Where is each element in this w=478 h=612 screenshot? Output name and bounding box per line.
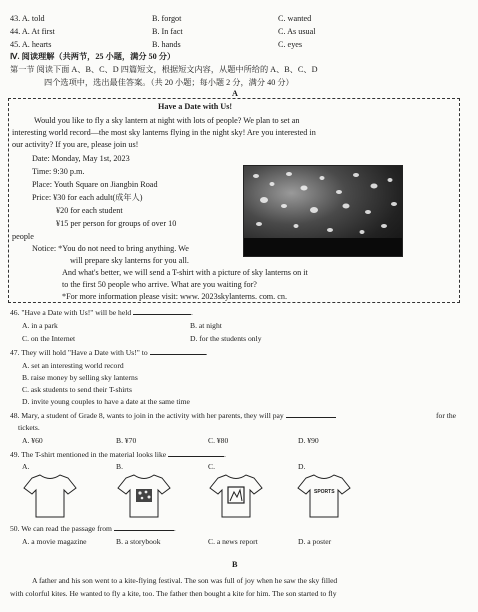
q44-option-a: 44. A. At first xyxy=(10,27,55,36)
q49-option-d[interactable]: D. xyxy=(298,462,306,471)
q46-option-a[interactable]: A. in a park xyxy=(22,321,58,330)
q47-option-b[interactable]: B. raise money by selling sky lanterns xyxy=(22,373,138,382)
q49-option-a[interactable]: A. xyxy=(22,462,30,471)
q44-option-c: C. As usual xyxy=(278,27,316,36)
passage-a-label: A xyxy=(232,89,238,98)
q44-option-b: B. In fact xyxy=(152,27,183,36)
event-price-adult: Price: ¥30 for each adult(成年人) xyxy=(32,193,143,202)
notice-line-3: And what's better, we will send a T-shirt with a picture of sky lanterns on it xyxy=(62,268,308,277)
section-instruction-2: 四个选项中，选出最佳答案。（共 20 小题；每小题 2 分，满分 40 分） xyxy=(44,78,294,87)
q47-option-c[interactable]: C. ask students to send their T-shirts xyxy=(22,385,132,394)
q49-option-b[interactable]: B. xyxy=(116,462,123,471)
event-price-student: ¥20 for each student xyxy=(56,206,123,215)
sky-lanterns-photo xyxy=(243,165,403,257)
passage-line-1: Would you like to fly a sky lantern at night with lots of people? We plan to set an xyxy=(34,116,300,125)
tshirt-lantern-icon[interactable] xyxy=(116,472,172,520)
notice-line-2: will prepare sky lanterns for you all. xyxy=(70,256,189,265)
passage-line-2: interesting world record—the most sky lanterns flying in the night sky! Are you interested in xyxy=(12,128,316,137)
q43-option-c: C. wanted xyxy=(278,14,312,23)
event-place: Place: Youth Square on Jiangbin Road xyxy=(32,180,158,189)
q50-option-a[interactable]: A. a movie magazine xyxy=(22,537,87,546)
q48-option-a[interactable]: A. ¥60 xyxy=(22,436,43,445)
q43-option-b: B. forgot xyxy=(152,14,182,23)
passage-b-line-1: A father and his son went to a kite-flying festival. The son was full of joy when he saw the sky filled xyxy=(32,576,338,585)
notice-line-5: *For more information please visit: www. 2023skylanterns. com. cn. xyxy=(62,292,288,301)
tshirt-sports-icon[interactable] xyxy=(296,472,352,520)
notice-line-1: Notice: *You do not need to bring anything. We xyxy=(32,244,189,253)
event-time: Time: 9:30 p.m. xyxy=(32,167,85,176)
event-date: Date: Monday, May 1st, 2023 xyxy=(32,154,130,163)
q48-option-c[interactable]: C. ¥80 xyxy=(208,436,229,445)
q48-stem-end: for the xyxy=(436,411,457,420)
q48-option-b[interactable]: B. ¥70 xyxy=(116,436,137,445)
event-price-group: ¥15 per person for groups of over 10 xyxy=(56,219,177,228)
q47-option-a[interactable]: A. set an interesting world record xyxy=(22,361,124,370)
q46-option-b[interactable]: B. at night xyxy=(190,321,222,330)
q46-option-c[interactable]: C. on the Internet xyxy=(22,334,76,343)
q45-option-c: C. eyes xyxy=(278,40,303,49)
q50-option-c[interactable]: C. a news report xyxy=(208,537,258,546)
q43-option-a: 43. A. told xyxy=(10,14,45,23)
q46-option-d[interactable]: D. for the students only xyxy=(190,334,262,343)
q48-stem-2: tickets. xyxy=(18,423,40,432)
q50-option-b[interactable]: B. a storybook xyxy=(116,537,161,546)
q48-stem: 48. Mary, a student of Grade 8, wants to join in the activity with her parents, they will pay xyxy=(10,411,336,421)
q45-option-a: 45. A. hearts xyxy=(10,40,52,49)
passage-b-label: B xyxy=(232,560,238,569)
tshirt-frame-icon[interactable] xyxy=(208,472,264,520)
q48-option-d[interactable]: D. ¥90 xyxy=(298,436,319,445)
tshirt-sports-text: SPORTS xyxy=(314,489,335,495)
event-price-group-end: people xyxy=(12,232,34,241)
passage-b-line-2: with colorful kites. He wanted to fly a kite, too. The father then bought a kite for him. The son started to fly xyxy=(10,589,337,598)
q49-option-c[interactable]: C. xyxy=(208,462,215,471)
q47-stem: 47. They will hold "Have a Date with Us!" to . xyxy=(10,348,208,357)
q49-stem: 49. The T-shirt mentioned in the material looks like . xyxy=(10,450,226,459)
section-instruction-1: 第一节 阅读下面 A、B、C、D 四篇短文，根据短文内容，从题中所给的 A、B、C、D xyxy=(10,65,318,74)
q46-stem: 46. "Have a Date with Us!" will be held . xyxy=(10,308,193,317)
tshirt-plain-icon[interactable] xyxy=(22,472,78,520)
passage-line-3: our activity? If you are, please join us! xyxy=(12,140,139,149)
q45-option-b: B. hands xyxy=(152,40,181,49)
notice-line-4: to the first 50 people who arrive. What are you waiting for? xyxy=(62,280,257,289)
passage-a-title: Have a Date with Us! xyxy=(158,102,233,111)
q47-option-d[interactable]: D. invite young couples to have a date at the same time xyxy=(22,397,190,406)
section-title: Ⅳ. 阅读理解（共两节，25 小题，满分 50 分） xyxy=(10,52,176,61)
q50-stem: 50. We can read the passage from . xyxy=(10,524,176,533)
q50-option-d[interactable]: D. a poster xyxy=(298,537,332,546)
